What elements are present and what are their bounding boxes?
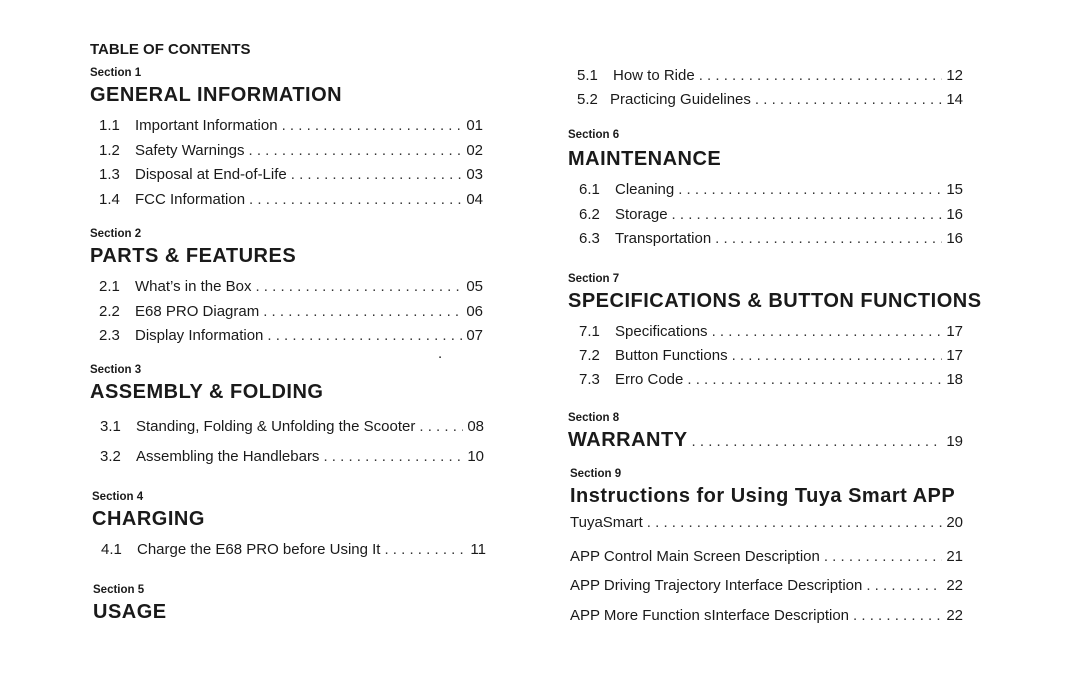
section-heading: MAINTENANCE — [568, 148, 722, 170]
toc-entry[interactable]: 6.1 Cleaning . . . 15 — [579, 181, 963, 198]
toc-entry[interactable]: 2.2 E68 PRO Diagram . . . 06 — [99, 303, 483, 320]
toc-title: TABLE OF CONTENTS — [90, 41, 251, 58]
toc-entry[interactable]: TuyaSmart . . . 20 — [570, 514, 963, 531]
toc-entry[interactable]: 1.1 Important Information . . . 01 — [99, 117, 483, 134]
toc-entry[interactable]: 2.1 What’s in the Box . . . 05 — [99, 278, 483, 295]
stray-dot: . — [438, 345, 443, 362]
toc-entry[interactable]: 7.1 Specifications . . . 17 — [579, 323, 963, 340]
toc-entry[interactable]: APP Control Main Screen Description . . . 21 — [570, 548, 963, 565]
section-heading: SPECIFICATIONS & BUTTON FUNCTIONS — [568, 290, 982, 312]
section-label: Section 1 — [90, 67, 142, 79]
toc-entry[interactable]: 6.2 Storage . . . 16 — [579, 206, 963, 223]
toc-entry[interactable]: 7.3 Erro Code . . . 18 — [579, 371, 963, 388]
section-heading: WARRANTY — [568, 429, 688, 451]
section-heading: PARTS & FEATURES — [90, 245, 297, 267]
toc-entry[interactable]: 2.3 Display Information . . . 07 — [99, 327, 483, 344]
section-label: Section 6 — [568, 129, 620, 141]
section-heading: GENERAL INFORMATION — [90, 84, 343, 106]
section-label: Section 4 — [92, 491, 144, 503]
toc-entry[interactable]: APP Driving Trajectory Interface Description . . . 22 — [570, 577, 963, 594]
section-label: Section 3 — [90, 364, 142, 376]
toc-entry[interactable]: 1.2 Safety Warnings . . . 02 — [99, 142, 483, 159]
section-label: Section 8 — [568, 412, 620, 424]
toc-entry[interactable]: 3.1 Standing, Folding & Unfolding the Scooter . . . 08 — [100, 418, 484, 435]
section-label: Section 2 — [90, 228, 142, 240]
toc-entry[interactable]: 4.1 Charge the E68 PRO before Using It . . . 11 — [101, 541, 486, 558]
toc-entry[interactable]: 1.4 FCC Information . . . 04 — [99, 191, 483, 208]
section-heading: Instructions for Using Tuya Smart APP — [570, 485, 956, 507]
toc-entry[interactable]: 6.3 Transportation . . . 16 — [579, 230, 963, 247]
section-label: Section 9 — [570, 468, 622, 480]
toc-entry[interactable]: 5.2 Practicing Guidelines . . . 14 — [577, 91, 963, 108]
section-label: Section 7 — [568, 273, 620, 285]
section-heading: ASSEMBLY & FOLDING — [90, 381, 324, 403]
toc-entry[interactable]: APP More Function sInterface Description . . . 22 — [570, 607, 963, 624]
toc-entry[interactable]: 7.2 Button Functions . . . 17 — [579, 347, 963, 364]
section-heading: USAGE — [93, 601, 167, 623]
section-label: Section 5 — [93, 584, 145, 596]
toc-entry[interactable]: 1.3 Disposal at End-of-Life . . . 03 — [99, 166, 483, 183]
toc-entry-warranty[interactable]: WARRANTY . . . 19 — [568, 429, 963, 452]
section-heading: CHARGING — [92, 508, 205, 530]
toc-entry[interactable]: 3.2 Assembling the Handlebars . . . 10 — [100, 448, 484, 465]
toc-entry[interactable]: 5.1 How to Ride . . . 12 — [577, 67, 963, 84]
